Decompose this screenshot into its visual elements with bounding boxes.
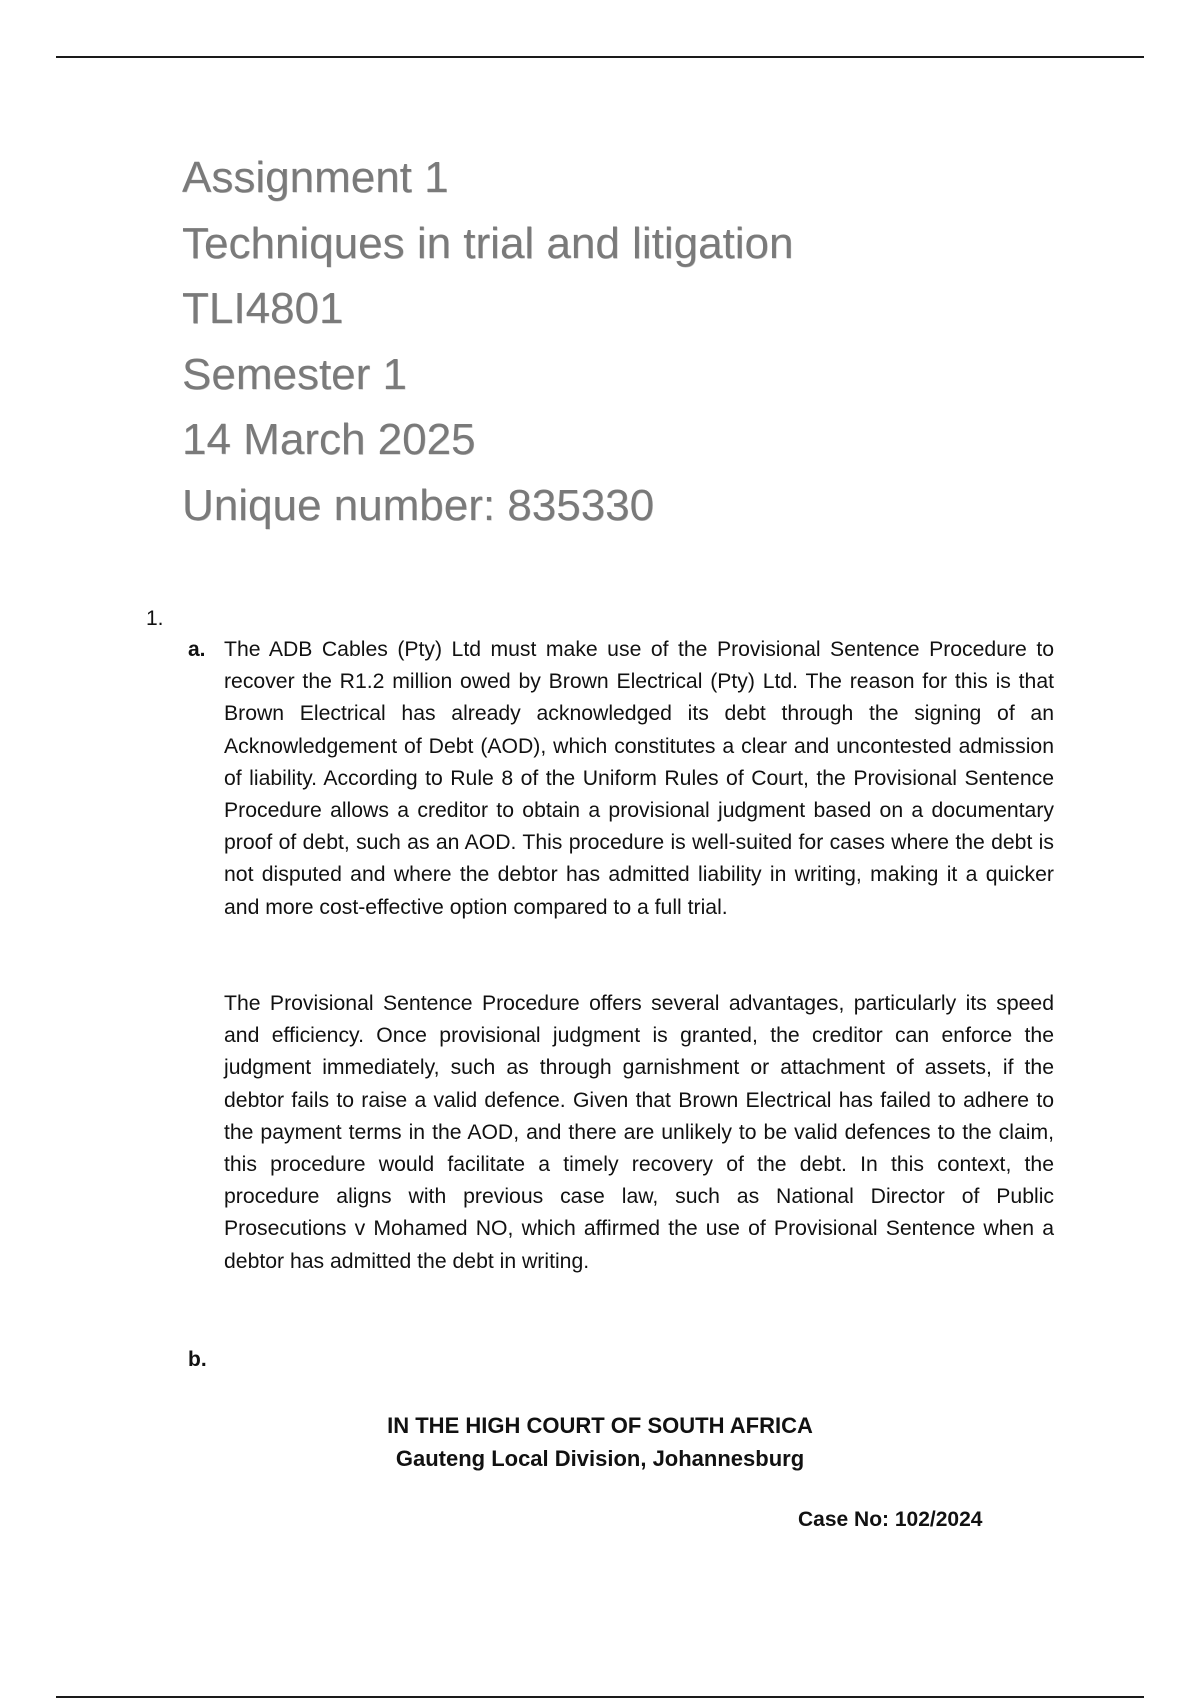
part-a-paragraph-2: The Provisional Sentence Procedure offers several advantages, particularly its speed and efficiency. Once provisional judgment is granted, the creditor can enforce the judgment immediately, such as through garnishment or attachment of assets, if the debtor fails to raise a valid defence. Given that Brown Electrical has failed to adhere to the payment terms in the AOD, and there are unlikely to be valid defences to the claim, this procedure would facilitate a timely recovery of the debt. In this context, the procedure aligns with previous case law, such as National Director of Public Prosecutions v Mohamed NO, which affirmed the use of Provisional Sentence when a debtor has admitted the debt in writing. <box>224 992 1054 1273</box>
bottom-rule <box>56 1696 1144 1698</box>
top-rule <box>56 56 1144 58</box>
semester: Semester 1 <box>182 349 407 399</box>
cover-block <box>182 145 794 538</box>
court-division: Gauteng Local Division, Johannesburg <box>395 1446 805 1471</box>
question-number: 1. <box>146 607 164 630</box>
unique-number: Unique number: 835330 <box>182 480 655 530</box>
date: 14 March 2025 <box>182 415 476 464</box>
module-name: Techniques in trial and litigation <box>182 218 794 268</box>
assignment-title: Assignment 1 <box>182 153 449 202</box>
court-title: IN THE HIGH COURT OF SOUTH AFRICA <box>387 1413 813 1438</box>
part-b-label: b. <box>188 1348 207 1371</box>
part-a-label: a. <box>188 638 206 661</box>
part-a-paragraph-1: The ADB Cables (Pty) Ltd must make use of the Provisional Sentence Procedure to recover the R1.2 million owed by Brown Electrical (Pty) Ltd. The reason for this is that Brown Electrical has already acknowledged its debt through the signing of an Acknowledgement of Debt (AOD), which constitutes a clear and uncontested admission of liability. According to Rule 8 of the Uniform Rules of Court, the Provisional Sentence Procedure allows a creditor to obtain a provisional judgment based on a documentary proof of debt, such as an AOD. This procedure is well-suited for cases where the debt is not disputed and where the debtor has admitted liability in writing, making it a quicker and more cost-effective option compared to a full trial. <box>224 638 1054 919</box>
case-number: Case No: 102/2024 <box>798 1508 983 1531</box>
module-code: TLI4801 <box>182 284 344 333</box>
court-heading <box>300 1409 900 1475</box>
